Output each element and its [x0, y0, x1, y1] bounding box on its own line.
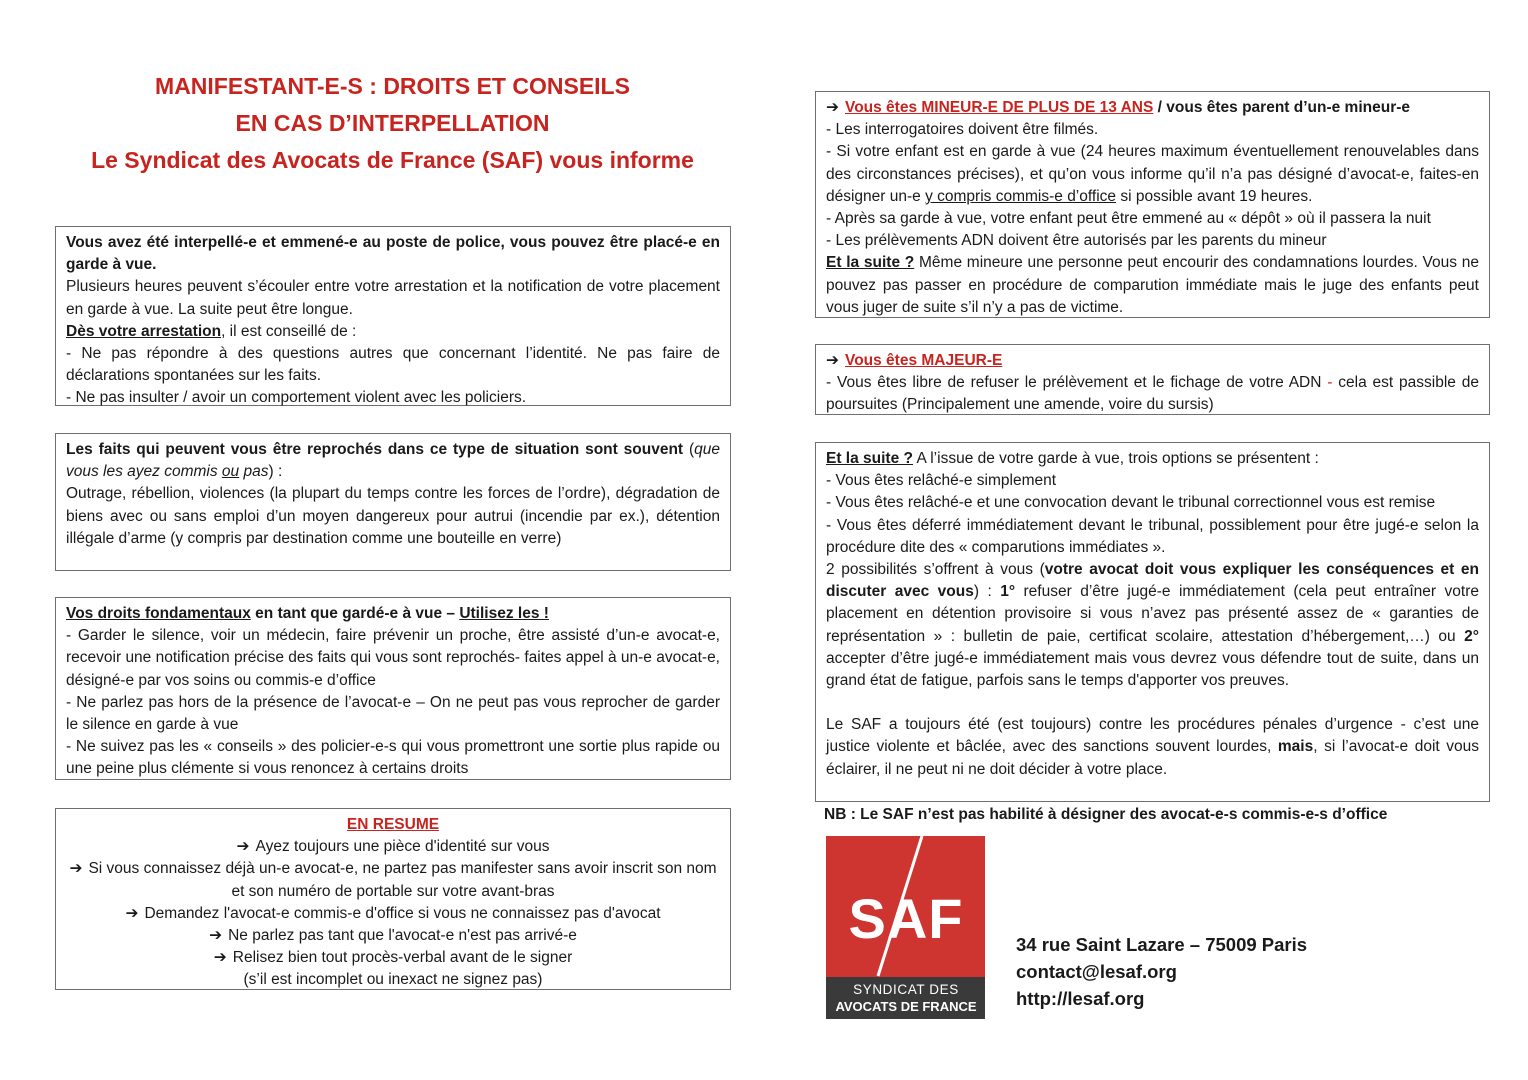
summary-item-text: Ne parlez pas tant que l'avocat-e n'est pas arrivé-e: [228, 927, 577, 945]
summary-note: (s’il est incomplet ou inexact ne signez pas): [243, 971, 543, 989]
logo-line-1: SYNDICAT DES: [853, 982, 959, 997]
summary-item: [66, 925, 720, 947]
next-intro: [826, 448, 1479, 470]
minor-heading-red: Vous êtes MINEUR-E DE PLUS DE 13 ANS: [845, 99, 1154, 116]
nb-note: NB : Le SAF n’est pas habilité à désigner des avocat-e-s commis-e-s d’office: [824, 806, 1388, 823]
charges-italic-b: pas: [239, 463, 269, 481]
rights-heading-a: Vos droits fondamentaux: [66, 605, 251, 622]
rights-item: - Garder le silence, voir un médecin, faire prévenir un proche, être assisté d’un-e avocat-e, recevoir une notification précise des faits qui vous sont reprochés- faites appel à un-e avocat-e, désigné-e par vos soins ou commis-e d’office: [66, 627, 720, 689]
saf-a: Le SAF a toujours été (est toujours) contre les procédures pénales d’urgence - c’est une justice violente et bâclée, avec des sanctions souvent lourdes,: [826, 716, 1479, 756]
next-possibilities: [826, 559, 1479, 692]
page-title: [55, 68, 730, 179]
minor-item-tail: si possible avant 19 heures.: [1116, 187, 1313, 205]
saf-b: , si l’avocat-e doit vous éclairer, il ne peut ni ne doit décider à votre place.: [826, 738, 1480, 778]
arrest-item: - Ne pas insulter / avoir un comportement violent avec les policiers.: [66, 389, 527, 407]
logo-line-2: AVOCATS DE FRANCE: [835, 999, 977, 1014]
poss-bold: votre avocat doit vous expliquer les conséquences et en discuter avec vous: [826, 561, 1480, 601]
summary-item-text: Demandez l'avocat-e commis-e d'office si vous ne connaissez pas d'avocat: [144, 904, 661, 922]
poss-first-num: 1°: [1000, 583, 1016, 601]
contact-url[interactable]: http://lesaf.org: [1016, 988, 1145, 1009]
summary-item: [66, 947, 720, 969]
title-line-2: EN CAS D’INTERPELLATION: [235, 110, 550, 136]
charges-body: Outrage, rébellion, violences (la plupart du temps contre les forces de l’ordre), dégradation de biens avec ou sans emploi d’un moyen dangereux pour autrui (incendie par ex.), détention illégale d’arme (y compris par destination comme une bouteille en verre): [66, 485, 720, 547]
next-option: - Vous êtes déferré immédiatement devant le tribunal, possiblement pour être jugé-e selon la procédure dite des « comparutions immédiates ».: [826, 516, 1479, 556]
next-option: - Vous êtes relâché-e et une convocation devant le tribunal correctionnel vous est remise: [826, 494, 1436, 512]
rights-item: - Ne suivez pas les « conseils » des policier-e-s qui vous promettront une sortie plus rapide ou une peine plus clémente si vous renoncez à certains droits: [66, 738, 720, 778]
arrow-icon: ➔: [236, 838, 250, 856]
minor-next-label: Et la suite ?: [826, 254, 915, 272]
contact-block: [1016, 931, 1307, 1012]
adult-text-b: cela est passible de poursuites (Principalement une amende, voire du sursis): [826, 374, 1479, 414]
charges-heading: Les faits qui peuvent vous être reprochés dans ce type de situation sont souvent: [66, 441, 684, 458]
logo-mark: SAF: [848, 887, 964, 950]
arrow-icon: ➔: [213, 949, 227, 967]
arrest-box: [55, 226, 731, 406]
arrow-icon: ➔: [826, 99, 839, 116]
poss-b: ) :: [973, 583, 1001, 601]
saf-logo: [826, 836, 985, 1019]
summary-box: [55, 808, 731, 990]
rights-box: [55, 597, 731, 780]
arrest-advice-lead: Dès votre arrestation: [66, 322, 222, 340]
minor-item: - Les interrogatoires doivent être filmés.: [826, 121, 1099, 139]
minor-item: - Après sa garde à vue, votre enfant peut être emmené au « dépôt » où il passera la nuit: [826, 210, 1431, 228]
charges-heading-line: [66, 439, 720, 483]
summary-item-text: Ayez toujours une pièce d'identité sur vous: [255, 838, 550, 856]
arrest-heading: Vous avez été interpellé-e et emmené-e au poste de police, vous pouvez être placé-e en garde à vue.: [66, 234, 720, 274]
poss-second-text: accepter d’être jugé-e immédiatement mais vous devrez vous défendre tout de suite, dans un grand état de fatigue, parfois sans le temps d'apporter vos preuves.: [826, 649, 1479, 690]
minor-next-text: Même mineure une personne peut encourir des condamnations lourdes. Vous ne pouvez pas passer en procédure de comparution immédiate mais le juge des enfants peut vous juger de suite s’il n’y a pas de victime.: [826, 254, 1479, 316]
summary-heading: EN RESUME: [346, 816, 440, 833]
minor-item: [826, 141, 1479, 208]
title-line-1: MANIFESTANT-E-S : DROITS ET CONSEILS: [155, 73, 630, 99]
minor-next: [826, 252, 1479, 319]
arrest-advice-rest: , il est conseillé de :: [221, 322, 357, 340]
poss-a: 2 possibilités s’offrent à vous (: [826, 561, 1045, 579]
next-label: Et la suite ?: [826, 450, 913, 467]
adult-text-a: - Vous êtes libre de refuser le prélèvement et le fichage de votre ADN: [826, 374, 1328, 392]
title-line-3: Le Syndicat des Avocats de France (SAF) vous informe: [91, 147, 694, 173]
saf-bold: mais: [1277, 738, 1314, 756]
charges-box: [55, 433, 731, 571]
adult-dash: -: [1327, 374, 1333, 392]
minor-box: [815, 91, 1490, 318]
minor-heading-rest: / vous êtes parent d’un-e mineur-e: [1153, 99, 1411, 116]
minor-heading: [826, 97, 1479, 119]
charges-italic-or: ou: [221, 463, 240, 481]
rights-heading-c: Utilisez les !: [459, 605, 549, 622]
charges-paren-close: ) :: [268, 463, 283, 481]
adult-heading-red: Vous êtes MAJEUR-E: [845, 352, 1003, 369]
contact-address: 34 rue Saint Lazare – 75009 Paris: [1016, 934, 1308, 955]
arrow-icon: ➔: [69, 860, 83, 878]
rights-heading-b: en tant que gardé-e à vue –: [250, 605, 460, 622]
adult-heading: [826, 350, 1479, 372]
minor-item: - Les prélèvements ADN doivent être autorisés par les parents du mineur: [826, 232, 1327, 250]
next-option: - Vous êtes relâché-e simplement: [826, 472, 1057, 490]
next-steps-box: [815, 442, 1490, 802]
saf-position: [826, 714, 1479, 781]
minor-item-text: - Si votre enfant est en garde à vue (24 heures maximum éventuellement renouvelables dans des circonstances précises), et qu’on vous informe qu’il n’a pas désigné d’avocat-e, faites-en désigner un-e: [826, 143, 1479, 205]
rights-item: - Ne parlez pas hors de la présence de l’avocat-e – On ne peut pas vous reprocher de garder le silence en garde à vue: [66, 693, 720, 734]
summary-item: [66, 858, 720, 902]
spacer: [826, 692, 1479, 714]
summary-item: [66, 836, 720, 858]
arrow-icon: ➔: [125, 904, 139, 922]
minor-item-underlined: y compris commis-e d’office: [925, 187, 1117, 205]
arrow-icon: ➔: [826, 352, 839, 369]
rights-heading: [66, 603, 720, 625]
summary-item-text: Si vous connaissez déjà un-e avocat-e, ne partez pas manifester sans avoir inscrit son nom et son numéro de portable sur votre avant-bras: [88, 860, 717, 900]
arrow-icon: ➔: [209, 927, 223, 945]
charges-paren-open: (: [683, 441, 695, 458]
summary-item: [66, 903, 720, 925]
poss-second-num: 2°: [1464, 627, 1479, 645]
poss-first-text: refuser d’être jugé-e immédiatement (cela peut entraîner votre placement en détention provisoire si vous n’avez pas présenté assez de « garanties de représentation » : bulletin de paie, certificat scolaire, attestation d’hébergement,…) ou: [826, 583, 1479, 645]
adult-text: [826, 372, 1479, 416]
charges-italic-a: que vous les ayez commis: [66, 441, 720, 481]
arrest-item: - Ne pas répondre à des questions autres que concernant l’identité. Ne pas faire de déclarations spontanées sur les faits.: [66, 345, 720, 385]
contact-email[interactable]: contact@lesaf.org: [1016, 961, 1177, 982]
next-intro-text: A l’issue de votre garde à vue, trois options se présentent :: [913, 450, 1319, 467]
arrest-advice: [66, 321, 720, 343]
summary-item-text: Relisez bien tout procès-verbal avant de le signer: [232, 949, 573, 967]
adult-box: [815, 344, 1490, 415]
arrest-intro: Plusieurs heures peuvent s’écouler entre votre arrestation et la notification de votre placement en garde à vue. La suite peut être longue.: [66, 278, 720, 318]
